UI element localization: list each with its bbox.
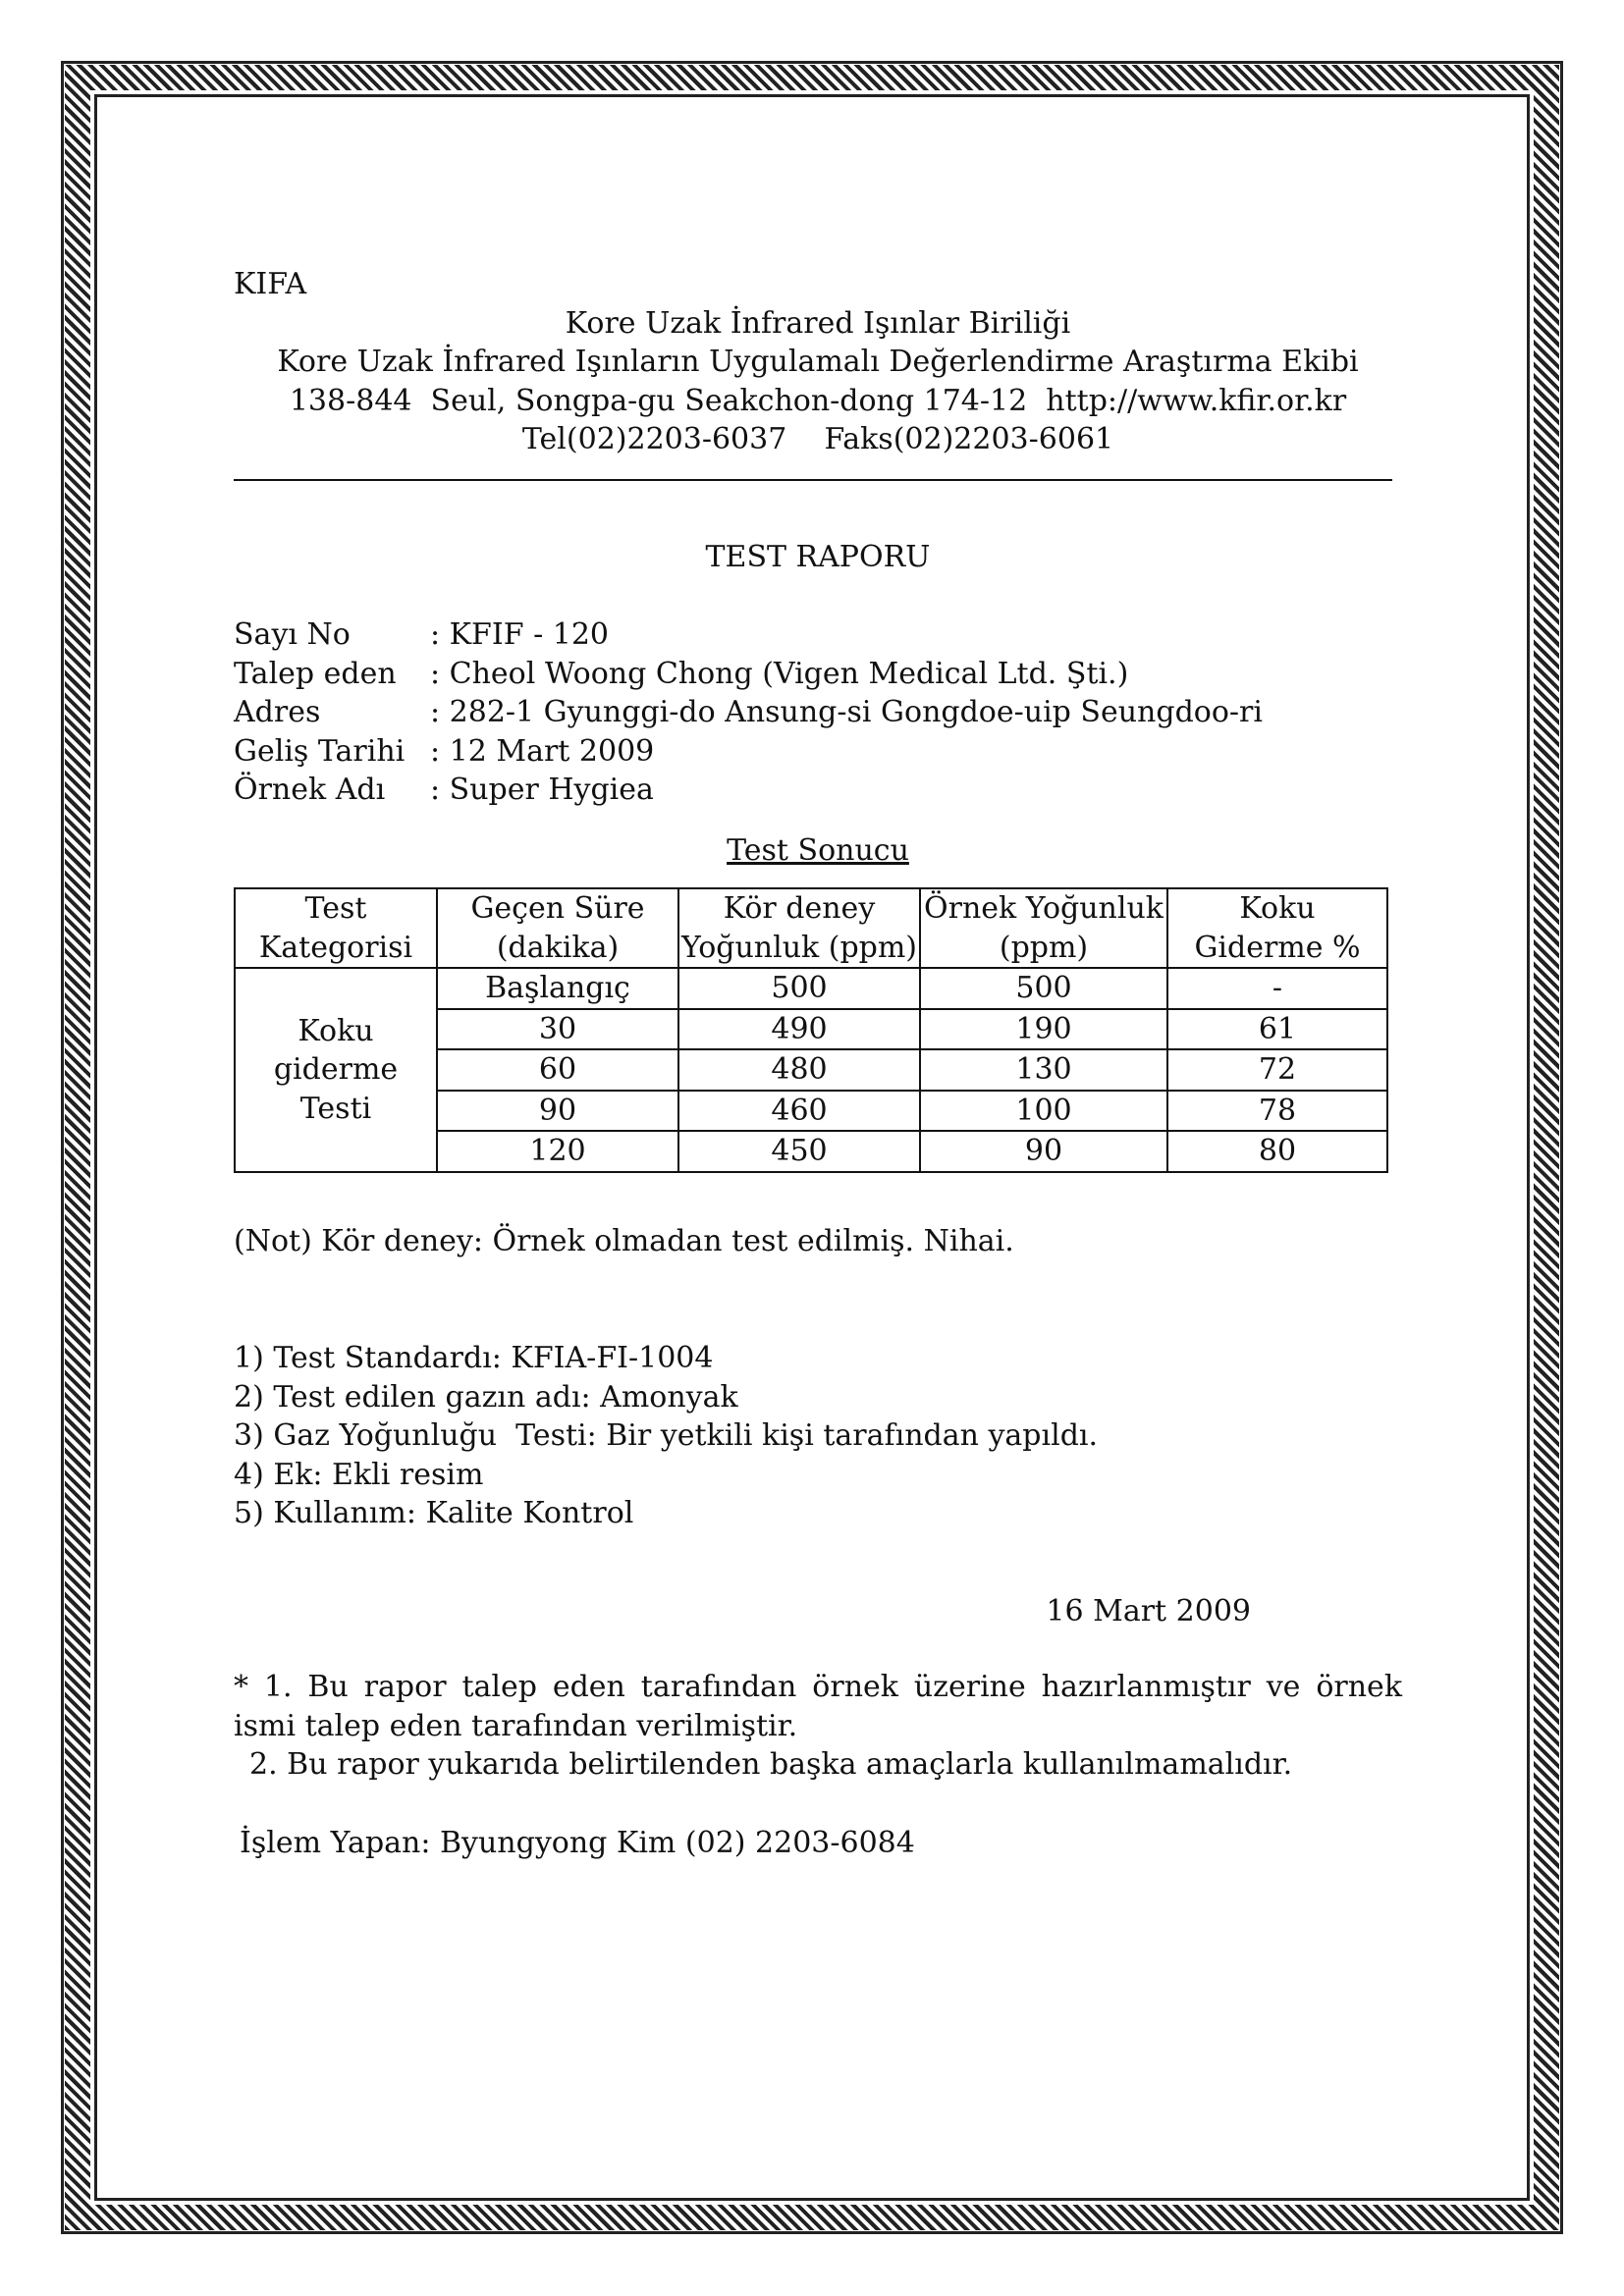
signer-line: İşlem Yapan: Byungyong Kim (02) 2203-6084	[240, 1825, 915, 1860]
field-value: : 12 Mart 2009	[430, 733, 655, 769]
disclaimer-1: * 1. Bu rapor talep eden tarafından örnek üzerine hazırlanmıştır ve örnek ismi talep eden tarafından verilmiştir.	[234, 1670, 1402, 1743]
list-item: 3) Gaz Yoğunluğu Testi: Bir yetkili kişi tarafından yapıldı.	[234, 1418, 1099, 1453]
field-value: : 282-1 Gyunggi-do Ansung-si Gongdoe-uip Seungdoo-ri	[430, 695, 1263, 729]
table-cell: 30	[437, 1009, 678, 1050]
table-note: (Not) Kör deney: Örnek olmadan test edilmiş. Nihai.	[234, 1223, 1014, 1258]
table-cell: 460	[678, 1091, 920, 1132]
field-label: Adres	[234, 695, 321, 729]
list-item: 5) Kullanım: Kalite Kontrol	[234, 1496, 634, 1530]
field-row	[234, 615, 1402, 655]
team-name: Kore Uzak İnfrared Işınların Uygulamalı Değerlendirme Araştırma Ekibi	[277, 345, 1359, 379]
table-cell: 60	[437, 1049, 678, 1091]
org-short: KIFA	[234, 267, 307, 301]
report-title: TEST RAPORU	[705, 539, 931, 574]
report-body	[234, 265, 1402, 1862]
table-cell: 80	[1167, 1131, 1387, 1172]
result-table	[234, 887, 1388, 1173]
list-item: 2) Test edilen gazın adı: Amonyak	[234, 1379, 738, 1415]
table-cell: 490	[678, 1009, 920, 1050]
disclaimer-2: 2. Bu rapor yukarıda belirtilenden başka amaçlarla kullanılmamalıdır.	[249, 1747, 1293, 1782]
table-header: Örnek Yoğunluk (ppm)	[920, 888, 1167, 968]
table-header: Geçen Süre (dakika)	[437, 888, 678, 968]
category-cell: Koku giderme Testi	[235, 968, 437, 1172]
table-cell: 500	[920, 968, 1167, 1009]
table-cell: 90	[437, 1091, 678, 1132]
org-name: Kore Uzak İnfrared Işınlar Biriliği	[565, 305, 1071, 341]
field-value: : KFIF - 120	[430, 617, 610, 652]
field-row	[234, 655, 1402, 694]
table-cell: 78	[1167, 1091, 1387, 1132]
table-cell: 500	[678, 968, 920, 1009]
table-cell: 130	[920, 1049, 1167, 1091]
table-cell: 480	[678, 1049, 920, 1091]
table-cell: 450	[678, 1131, 920, 1172]
result-title: Test Sonucu	[727, 832, 909, 868]
field-row	[234, 732, 1402, 772]
table-cell: 120	[437, 1131, 678, 1172]
header-divider	[234, 479, 1392, 481]
table-cell: -	[1167, 968, 1387, 1009]
report-fields	[234, 615, 1402, 810]
table-header: Test Kategorisi	[235, 888, 437, 968]
table-cell: 100	[920, 1091, 1167, 1132]
table-cell: 72	[1167, 1049, 1387, 1091]
table-cell: 190	[920, 1009, 1167, 1050]
list-item: 4) Ek: Ekli resim	[234, 1457, 484, 1492]
field-label: Geliş Tarihi	[234, 733, 406, 769]
table-row	[235, 968, 1387, 1009]
field-value: : Cheol Woong Chong (Vigen Medical Ltd. Şti.)	[430, 656, 1129, 691]
detail-list	[234, 1339, 1402, 1533]
table-header: Koku Giderme %	[1167, 888, 1387, 968]
report-date: 16 Mart 2009	[1046, 1593, 1251, 1629]
field-row	[234, 693, 1402, 732]
list-item: 1) Test Standardı: KFIA-FI-1004	[234, 1341, 714, 1375]
org-address: 138-844 Seul, Songpa-gu Seakchon-dong 174-12 http://www.kfir.or.kr	[289, 383, 1347, 418]
field-label: Talep eden	[234, 656, 397, 691]
field-label: Örnek Adı	[234, 773, 386, 807]
table-header: Kör deney Yoğunluk (ppm)	[678, 888, 920, 968]
table-cell: Başlangıç	[437, 968, 678, 1009]
org-contact: Tel(02)2203-6037 Faks(02)2203-6061	[521, 422, 1114, 456]
field-value: : Super Hygiea	[430, 773, 654, 807]
field-label: Sayı No	[234, 617, 351, 652]
table-cell: 61	[1167, 1009, 1387, 1050]
table-header-row	[235, 888, 1387, 968]
field-row	[234, 771, 1402, 810]
table-cell: 90	[920, 1131, 1167, 1172]
